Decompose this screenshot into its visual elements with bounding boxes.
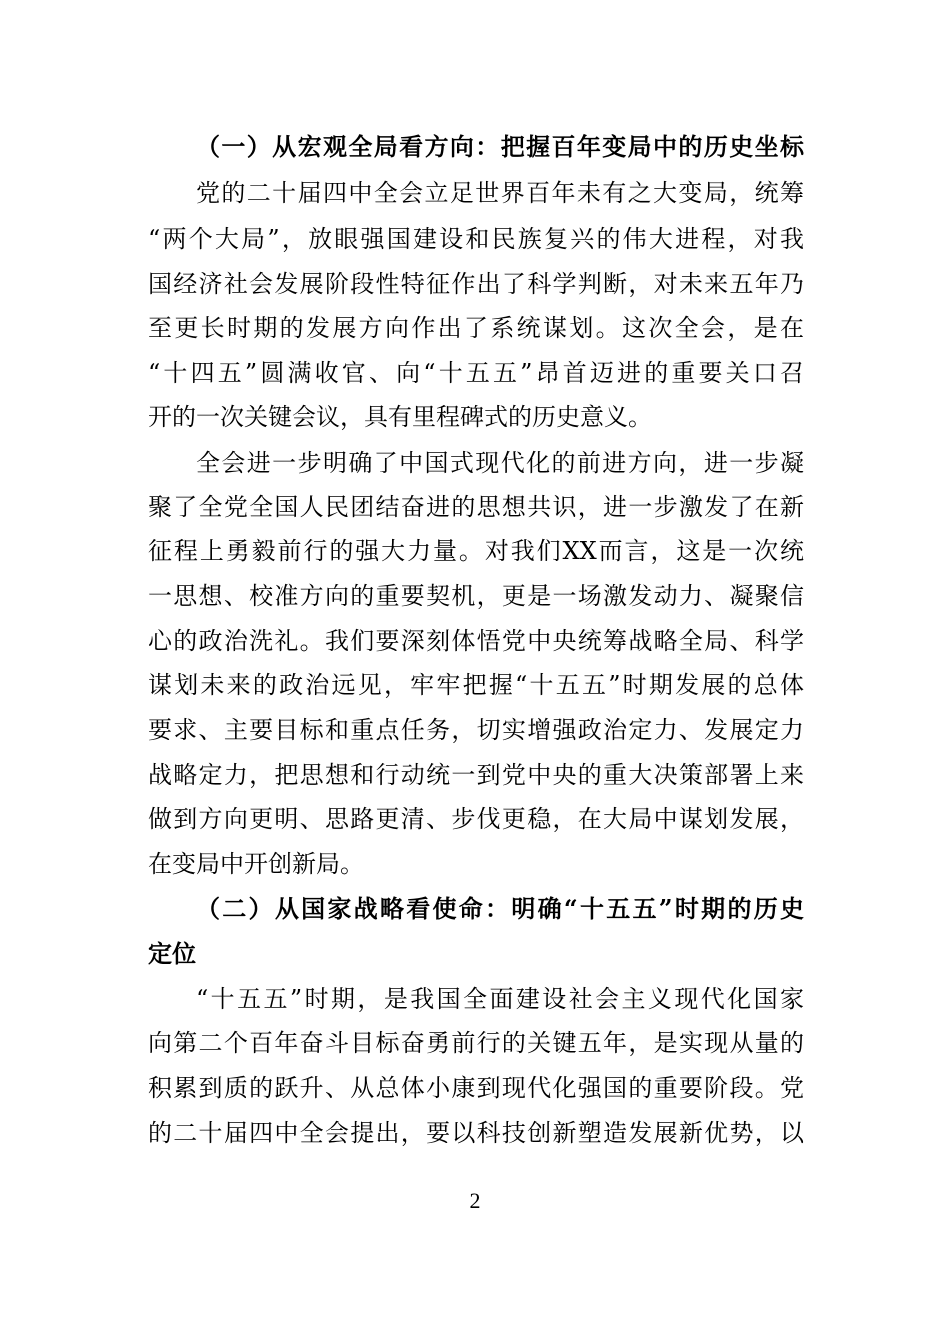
section-1-heading: （一）从宏观全局看方向：把握百年变局中的历史坐标 bbox=[196, 132, 804, 161]
section-2-heading-continued: 定位 bbox=[148, 939, 196, 968]
paragraph-line: 心的政治洗礼。我们要深刻体悟党中央统筹战略全局、科学 bbox=[148, 627, 804, 655]
paragraph-line: “两个大局”，放眼强国建设和民族复兴的伟大进程，对我 bbox=[148, 225, 804, 253]
page-number: 2 bbox=[469, 1188, 481, 1213]
paragraph-line: 战略定力，把思想和行动统一到党中央的重大决策部署上来 bbox=[148, 761, 804, 789]
paragraph-line: 谋划未来的政治远见，牢牢把握“十五五”时期发展的总体 bbox=[148, 671, 804, 699]
paragraph-line: 做到方向更明、思路更清、步伐更稳，在大局中谋划发展， bbox=[148, 805, 804, 833]
paragraph-line: 征程上勇毅前行的强大力量。对我们XX而言，这是一次统 bbox=[148, 537, 804, 565]
paragraph-line: 的二十届四中全会提出，要以科技创新塑造发展新优势，以 bbox=[148, 1119, 804, 1147]
paragraph-line: 积累到质的跃升、从总体小康到现代化强国的重要阶段。党 bbox=[148, 1074, 804, 1102]
paragraph-line: 至更长时期的发展方向作出了系统谋划。这次全会，是在 bbox=[148, 314, 804, 342]
paragraph-line: “十四五”圆满收官、向“十五五”昂首迈进的重要关口召 bbox=[148, 359, 804, 387]
paragraph-line: “十五五”时期，是我国全面建设社会主义现代化国家 bbox=[196, 985, 804, 1013]
paragraph-line: 国经济社会发展阶段性特征作出了科学判断，对未来五年乃 bbox=[148, 270, 804, 298]
paragraph-line: 党的二十届四中全会立足世界百年未有之大变局，统筹 bbox=[196, 179, 804, 207]
paragraph-line: 向第二个百年奋斗目标奋勇前行的关键五年，是实现从量的 bbox=[148, 1029, 804, 1057]
paragraph-line: 开的一次关键会议，具有里程碑式的历史意义。 bbox=[148, 403, 652, 431]
paragraph-line: 聚了全党全国人民团结奋进的思想共识，进一步激发了在新 bbox=[148, 493, 804, 521]
paragraph-line: 一思想、校准方向的重要契机，更是一场激发动力、凝聚信 bbox=[148, 582, 804, 610]
paragraph-line: 全会进一步明确了中国式现代化的前进方向，进一步凝 bbox=[196, 449, 804, 477]
paragraph-line: 在变局中开创新局。 bbox=[148, 850, 364, 878]
paragraph-line: 要求、主要目标和重点任务，切实增强政治定力、发展定力 bbox=[148, 716, 804, 744]
section-2-heading: （二）从国家战略看使命：明确“十五五”时期的历史 bbox=[196, 894, 804, 923]
